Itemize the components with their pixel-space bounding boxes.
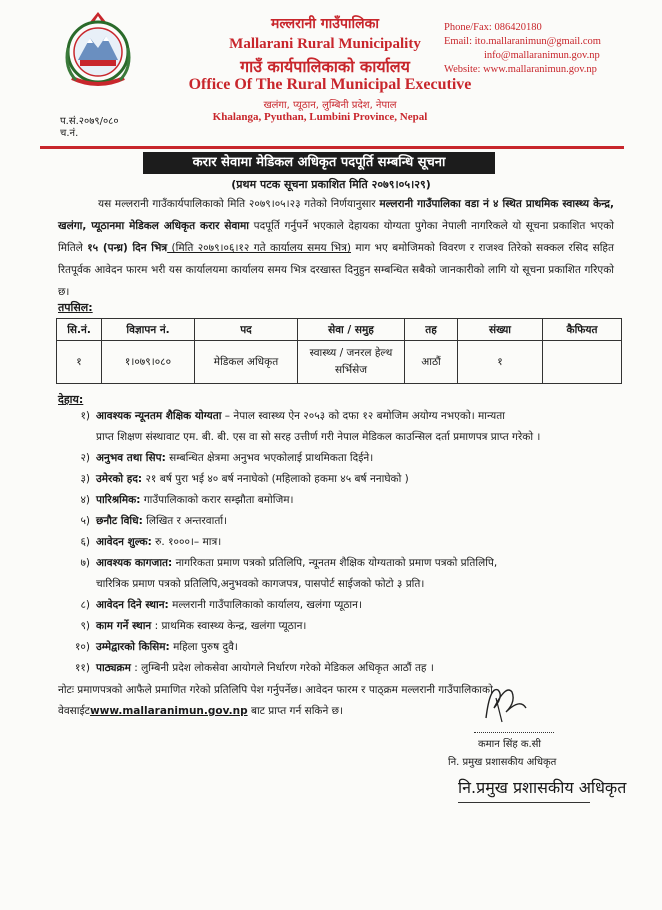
signature-line (474, 732, 554, 733)
dispatch-number: च.नं. (60, 128, 79, 139)
item-text: नागरिकता प्रमाण पत्रको प्रतिलिपि, न्यूनतम शैक्षिक योग्यताको प्रमाण पत्रको प्रतिलिपि, (172, 557, 498, 569)
item-number: ८) (80, 599, 90, 611)
item-text: – नेपाल स्वास्थ्य ऐन २०५३ को दफा १२ बमोजिम अयोग्य नभएको। मान्यता (221, 410, 505, 422)
item-text: महिला पुरुष दुवै। (169, 641, 238, 653)
item-text: रु. १०००।– मात्र। (151, 536, 222, 548)
reference-number: प.सं.२०७९/०८० (60, 116, 119, 127)
municipality-emblem (58, 8, 138, 94)
item-label: उम्मेद्वारको किसिम: (96, 641, 170, 653)
item-number: ७) (80, 557, 90, 569)
cell-adv-no: १।०७९।०८० (102, 341, 195, 384)
para-text-1: यस मल्लरानी गाउँकार्यपालिकाको मिति २०७९।०५।२३ गतेको निर्णयानुसार (98, 198, 380, 210)
list-item (58, 532, 618, 553)
address-np: खलंगा, प्यूठान, लुम्बिनी प्रदेश, नेपाल (263, 100, 397, 111)
list-item (58, 616, 618, 637)
item-label: आवेदन शुल्क: (96, 536, 152, 548)
item-number: ५) (80, 515, 90, 527)
para-bold-deadline: १५ (पन्ध्र) दिन भित्र (87, 242, 168, 254)
item-number: ९) (80, 620, 90, 632)
header-divider (40, 146, 624, 149)
notice-subtitle: (प्रथम पटक सूचना प्रकाशित मिति २०७९।०५।२९) (231, 178, 431, 191)
item-label: पाठ्यक्रम (96, 662, 131, 674)
signature-scribble (476, 678, 536, 728)
office-name-en: Office Of The Rural Municipal Executive (188, 76, 472, 93)
item-label: उमेरको हद: (96, 473, 143, 485)
item-label: आवेदन दिने स्थान: (96, 599, 169, 611)
item-text: मल्लरानी गाउँपालिकाको कार्यालय, खलंगा प्यूठान। (168, 599, 362, 611)
phone-fax: Phone/Fax: 086420180 (444, 22, 542, 33)
col-header-count: संख्या (458, 319, 543, 341)
col-header-service: सेवा / समुह (298, 319, 405, 341)
item-label: आवश्यक न्यूनतम शैक्षिक योग्यता (96, 410, 222, 422)
item-text: : लुम्बिनी प्रदेश लोकसेवा आयोगले निर्धारण गरेको मेडिकल अधिकृत आठौं तह । (130, 662, 434, 674)
signatory-name: कमान सिंह क.सी (478, 739, 542, 750)
item-text: सम्बन्धित क्षेत्रमा अनुभव भएकोलाई प्राथमिकता दिईने। (165, 452, 374, 464)
designation-stamp: नि.प्रमुख प्रशासकीय अधिकृत (458, 778, 627, 797)
municipality-name-np: मल्लरानी गाउँपालिका (270, 16, 380, 32)
item-label: आवश्यक कागजात: (96, 557, 173, 569)
item-text: लिखित र अन्तरवार्ता। (142, 515, 228, 527)
notice-paragraph (58, 193, 614, 303)
col-header-sn: सि.नं. (57, 319, 102, 341)
note-text-2: बाट प्राप्त गर्न सकिने छ। (247, 705, 344, 717)
email-secondary: info@mallaranimun.gov.np (484, 50, 600, 61)
address-en: Khalanga, Pyuthan, Lumbini Province, Nepal (212, 111, 428, 123)
details-label: तपसिल: (58, 301, 93, 314)
stamp-underline (458, 802, 590, 803)
para-text-2: पदपूर्ति गर्नुपर्ने भएकाले देहायका योग्यता पुगेका नेपाली नागरिकले यो सूचना प्रकाशित भएको मितिले (58, 220, 614, 254)
item-continuation: चारित्रिक प्रमाण पत्रको प्रतिलिपि,अनुभवको कागजपत्र, पासपोर्ट साईजको फोटो ३ प्रति। (96, 578, 425, 590)
list-item (58, 658, 618, 679)
table-header-row (57, 319, 622, 341)
cell-post: मेडिकल अधिकृत (195, 341, 298, 384)
item-number: १०) (74, 641, 90, 653)
list-item (58, 490, 618, 511)
list-item (58, 448, 618, 469)
item-text: गाउँपालिकाको करार सम्झौता बमोजिम। (140, 494, 294, 506)
item-number: १) (80, 410, 90, 422)
website-link[interactable]: www.mallaranimun.gov.np (89, 705, 248, 717)
email-primary: Email: ito.mallaranimun@gmail.com (444, 36, 601, 47)
office-name-np: गाउँ कार्यपालिकाको कार्यालय (240, 57, 410, 76)
col-header-adv-no: विज्ञापन नं. (102, 319, 195, 341)
list-item (58, 637, 618, 658)
conditions-label: देहाय: (58, 393, 84, 406)
item-label: पारिश्रमिक: (96, 494, 141, 506)
item-label: छनौट विधि: (96, 515, 143, 527)
item-number: ११) (74, 662, 90, 674)
item-text: २१ बर्ष पुरा भई ४० बर्ष ननाघेको (महिलाको हकमा ४५ बर्ष ननाघेको ) (142, 473, 409, 485)
para-text-3: माग भए बमोजिमको विवरण र राजश्व तिरेको सक्कल रसिद सहित रितपूर्वक आवेदन फारम भरी यस कार्यालयमा कार्यालय समय भित्र दरखास्त दिनुहुन सम्बन्धित सबैको जानकारीको लागि यो सूचना प्रकाशित गरिएको छ। (58, 242, 614, 298)
col-header-remarks: कैफियत (543, 319, 622, 341)
list-item (58, 553, 618, 595)
para-underlined-date: (मिति २०७९।०६।१२ गते कार्यालय समय भित्र) (167, 242, 352, 254)
para-bold-location: मल्लरानी गाउँपालिका वडा नं ४ स्थित प्राथमिक स्वास्थ्य केन्द्र, खलंगा, प्यूठानमा मेडिकल अधिकृत करार सेवामा (58, 198, 614, 232)
item-number: २) (80, 452, 90, 464)
table-row (57, 341, 622, 384)
vacancy-table (56, 318, 622, 384)
list-item (58, 595, 618, 616)
cell-remarks (543, 341, 622, 384)
cell-level: आठौं (405, 341, 458, 384)
municipality-name-en: Mallarani Rural Municipality (229, 36, 421, 52)
list-item (58, 406, 618, 448)
item-number: ३) (80, 473, 90, 485)
signatory-designation: नि. प्रमुख प्रशासकीय अधिकृत (448, 757, 557, 768)
website: Website: www.mallaranimun.gov.np (444, 64, 597, 75)
cell-count: १ (458, 341, 543, 384)
col-header-level: तह (405, 319, 458, 341)
note-text-1: नोटः प्रमाणपत्रको आफैले प्रमाणित गरेको प्रतिलिपि पेश गर्नुपर्नेछ। आवेदन फारम र पाठ्क्रम मल्लरानी गाउँपालिकाको वेवसाईट (58, 684, 493, 717)
cell-service: स्वास्थ्य / जनरल हेल्थ सर्भिसेज (298, 341, 405, 384)
item-label: काम गर्ने स्थान (96, 620, 152, 632)
item-number: ६) (80, 536, 90, 548)
item-continuation: प्राप्त शिक्षण संस्थावाट एम. बी. बी. एस वा सो सरह उत्तीर्ण गरी नेपाल मेडिकल काउन्सिल दर्ता प्रमाणपत्र प्राप्त गरेको । (96, 431, 541, 443)
col-header-post: पद (195, 319, 298, 341)
item-label: अनुभव तथा सिप: (96, 452, 166, 464)
notice-title: करार सेवामा मेडिकल अधिकृत पदपूर्ति सम्बन्धि सूचना (143, 152, 495, 174)
item-number: ४) (80, 494, 90, 506)
cell-sn: १ (57, 341, 102, 384)
list-item (58, 511, 618, 532)
list-item (58, 469, 618, 490)
item-text: : प्राथमिक स्वास्थ्य केन्द्र, खलंगा प्यूठान। (151, 620, 307, 632)
